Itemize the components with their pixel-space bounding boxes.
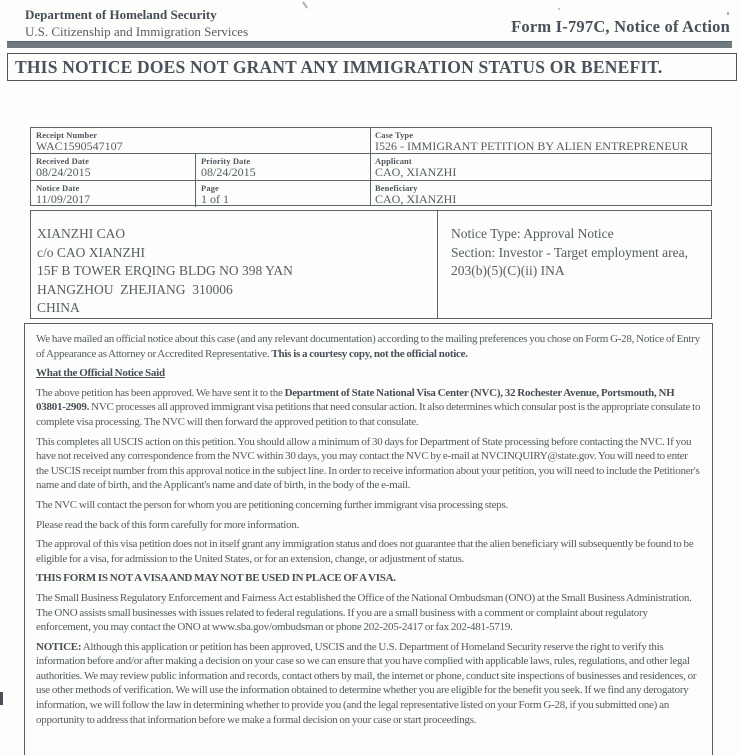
banner-text: THIS NOTICE DOES NOT GRANT ANY IMMIGRATION STATUS OR BENEFIT. [15,57,663,77]
notice-type-info [451,225,701,281]
body-heading: What the Official Notice Said [36,367,165,380]
text-line: XIANZHI CAO [37,226,126,241]
received-date-cell [31,154,195,180]
body-paragraph: The above petition has been approved. We have sent it to the Department of State National Visa Center (NVC), 32 Rochester Avenue, Portsmouth, NH 03801-2909. NVC processes all approved immigrant visa petitions that need consular action. It also determines which consular post is the appropriate consulate to complete visa processing. The NVC will then forward the approved petition to that consulate. [36,386,701,428]
beneficiary-cell [370,181,713,207]
notice-body-box [24,323,713,755]
scan-mark [558,8,560,10]
agency-header [25,6,248,40]
case-type-label: Case Type [375,130,414,140]
body-paragraph: NOTICE: Although this application or petition has been approved, USCIS and the U.S. Department of Homeland Security reserve the right to verify this information before and/or after making a decision on your case so we can ensure that you have complied with applicable laws, rules, regulations, and other legal authorities. We may review public information and records, contact others by mail, the internet or phone, conduct site inspections of businesses and residences, or use other methods of verification. We will use the information obtained to determine whether you are eligible for the benefit you seek. If we find any derogatory information, we will follow the law in determining whether to provide you (and the legal representative listed on your Form G-28, if you submitted one) an opportunity to address that information before we make a formal decision on your case or start proceedings. [36,640,697,726]
case-type-value: I526 - IMMIGRANT PETITION BY ALIEN ENTREPRENEUR [375,139,689,153]
text-line: Section: Investor - Target employment area, [451,244,688,260]
text-line: 15F B TOWER ERQING BLDG NO 398 YAN [37,263,293,279]
form-title: Form I-797C, Notice of Action [511,17,730,36]
scan-mark [0,692,3,705]
text-line: CHINA [37,300,80,316]
page-label: Page [201,183,219,193]
case-type-cell [370,128,713,153]
received-date-label: Received Date [36,156,89,166]
mailing-address [37,225,427,318]
text-line: c/o CAO XIANZHI [37,244,145,260]
received-date-value: 08/24/2015 [36,165,91,179]
case-data-table [30,127,712,206]
notice-date-label: Notice Date [36,183,80,193]
body-paragraph: The Small Business Regulatory Enforcement and Fairness Act established the Office of the National Ombudsman (ONO) at the Small Business Administration. The ONO assists small businesses with issues related to federal regulations. If you are a small business with a comment or complaint about regulatory enforcement, you may contact the ONO at www.sba.gov/ombudsman or phone 202-205-2417 or fax 202-481-5719. [36,591,692,634]
body-paragraph: THIS FORM IS NOT A VISA AND MAY NOT BE USED IN PLACE OF A VISA. [36,572,396,585]
text-line: Notice Type: Approval Notice [451,226,614,241]
scan-mark [302,1,308,9]
header-divider-bar [7,41,732,48]
text-line: HANGZHOU ZHEJIANG 310006 [37,281,233,297]
scan-mark [727,12,729,15]
receipt-number-cell [31,128,370,153]
page-value: 1 of 1 [201,192,229,206]
receipt-number-value: WAC1590547107 [36,139,123,153]
body-paragraph: We have mailed an official notice about this case (and any relevant documentation) according to the mailing preferences you chose on Form G-28, Notice of Entry of Appearance as Attorney or Accredited Representative. This is a courtesy copy, not the official notice. [36,333,700,360]
receipt-number-label: Receipt Number [36,130,98,140]
beneficiary-label: Beneficiary [375,183,418,193]
notice-date-cell [31,181,195,207]
agency-name: Department of Homeland Security [25,7,217,22]
beneficiary-value: CAO, XIANZHI [375,192,457,206]
priority-date-cell [196,154,370,180]
body-paragraph: This completes all USCIS action on this petition. You should allow a minimum of 30 days for Department of State processing before contacting the NVC. If you have not received any correspondence from the NVC within 30 days, you may contact the NVC by e-mail at NVCINQUIRY@state.gov. You will need to enter the USCIS receipt number from this approval notice in the subject line. In order to receive information about your petition, you will need to include the Petitioner's name and date of birth, and the Applicant's name and date of birth, in the body of the e-mail. [36,435,700,492]
applicant-value: CAO, XIANZHI [375,165,457,179]
page-cell [196,181,370,207]
applicant-cell [370,154,713,180]
no-benefit-banner [7,53,737,81]
notice-date-value: 11/09/2017 [36,192,91,206]
text-line: 203(b)(5)(C)(ii) INA [451,263,565,279]
applicant-label: Applicant [375,156,412,166]
priority-date-value: 08/24/2015 [201,165,256,179]
body-paragraphs [36,332,702,732]
body-paragraph: Please read the back of this form carefully for more information. [36,518,300,531]
body-paragraph: The NVC will contact the person for whom you are petitioning concerning further immigrant visa processing steps. [36,498,509,511]
body-paragraph: The approval of this visa petition does not in itself grant any immigration status and does not guarantee that the alien beneficiary will subsequently be found to be eligible for a visa, for admission to the United States, or for an extension, change, or adjustment of status. [36,538,694,565]
address-notice-box [30,210,712,319]
address-box-divider [437,211,438,318]
agency-subname: U.S. Citizenship and Immigration Services [25,24,249,39]
priority-date-label: Priority Date [201,156,251,166]
